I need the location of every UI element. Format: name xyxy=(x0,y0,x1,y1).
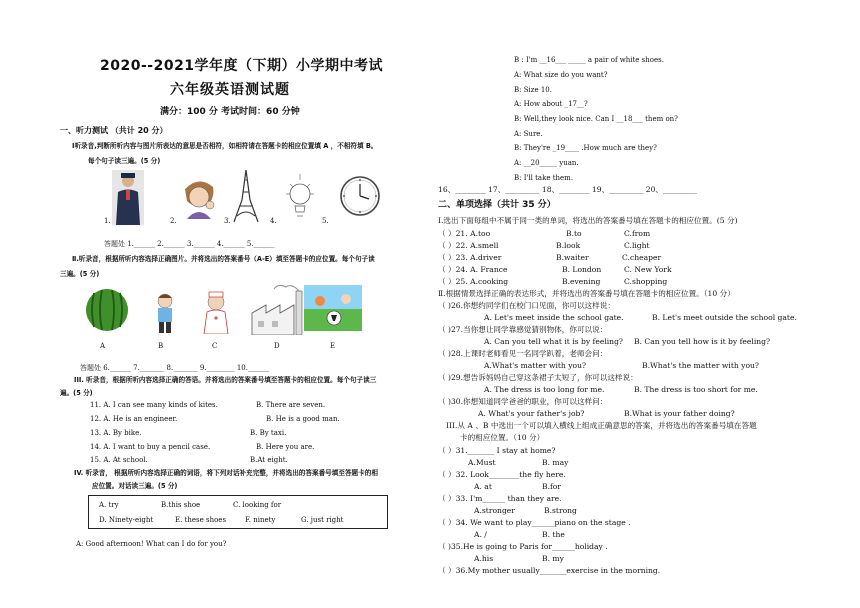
q14-option-a: 14. A. I want to buy a pencil case. xyxy=(90,443,211,451)
q25-option-c: C.shopping xyxy=(624,277,668,286)
q35-option-a: A.his xyxy=(474,554,494,563)
q12-option-a: 12. A. He is an engineer. xyxy=(90,415,178,423)
listening-answer-line: 16、________ 17、_________ 18、________ 19、_________ 20、_________ xyxy=(438,185,698,194)
word-bank-d: D. Ninety-eight xyxy=(99,516,154,524)
dialog-line-size: A: What size do you want? xyxy=(514,71,608,79)
q29-option-b: B. The dress is too short for me. xyxy=(634,385,758,394)
q15-option-a: 15. A. At school. xyxy=(90,456,148,464)
boy-picture xyxy=(152,292,178,334)
word-bank-f: F. ninety xyxy=(245,516,276,524)
q27-prompt: （ )27.当你想让同学靠感觉猜别物体，你可以说： xyxy=(438,325,608,334)
q31-option-b: B. may xyxy=(542,458,569,467)
q33-prompt: （ ）33. I'm______ than they are. xyxy=(438,494,562,503)
q32-prompt: （ ）32. Look________the fly here. xyxy=(438,470,566,479)
q12-option-b: B. He is a good man. xyxy=(266,415,340,423)
q25-option-a: （ ）25. A.cooking xyxy=(438,277,509,286)
dialog-line-take: B: I'll take them. xyxy=(514,174,574,182)
part1-sec4-instruction: IV. 听录音， 根据所听内容选择正确的词语，将下列对话补充完整，并将选出的答案番号填至答题卡的相 xyxy=(74,469,378,477)
word-bank-b: B.this shoe xyxy=(161,501,201,509)
q33-option-b: B.strong xyxy=(544,506,577,515)
dialog-line-18: B: Well,they look nice. Can I __18___ them on? xyxy=(514,115,678,123)
q29-prompt: （ )29.想告诉妈妈自己穿这条裙子太短了，你可以这样说： xyxy=(438,373,638,382)
part1-sec3-instruction-2: 遍。(5 分) xyxy=(60,389,93,397)
boy-smelling-picture xyxy=(177,175,221,219)
part1-sec2-answer-line: 答题处 6.______ 7._______ 8._______ 9.________ 10.______ xyxy=(80,364,269,372)
right-column xyxy=(438,0,838,608)
q23-option-a: （ ）23. A.driver xyxy=(438,253,502,262)
pic-num-5: 5. xyxy=(322,217,329,225)
part2-sec3-instruction-2: 卡的相应位置。（10 分） xyxy=(460,433,545,442)
q22-option-c: C.light xyxy=(624,241,650,250)
word-bank-a: A. try xyxy=(99,501,119,509)
part1-sec2-instruction-2: 三遍。(5 分) xyxy=(60,270,100,278)
q26-prompt: （ )26.你想约同学们在校门口见面，你可以这样说： xyxy=(438,301,615,310)
q31-option-a: A.Must xyxy=(468,458,496,467)
q27-option-a: A. Can you tell what it is by feeling? xyxy=(484,337,623,346)
q14-option-b: B. Here you are. xyxy=(256,443,315,451)
part2-sec3-instruction: III.从 A 、B 中选出一个可以填入横线上组成正确意思的答案，并将选出的答案番号填在答题 xyxy=(446,421,757,430)
q21-option-c: C.from xyxy=(624,229,651,238)
part1-sec3-instruction: III. 听录音，根据所听内容选择正确的答语。并将选出的答案番号填至答题卡的相应位置。每个句子读三 xyxy=(74,376,377,384)
part1-sec1-answer-line: 答题处 1.______ 2.______ 3.______ 4.______ 5.______ xyxy=(104,240,275,248)
clock-picture xyxy=(336,172,384,220)
exam-subtitle: 六年级英语测试题 xyxy=(170,82,290,98)
q28-option-a: A.What's matter with you? xyxy=(484,361,587,370)
soccer-field-picture xyxy=(304,285,362,331)
q30-option-a: A. What's your father's job? xyxy=(478,409,585,418)
left-column xyxy=(60,0,430,608)
q27-option-b: B. Can you tell how is it by feeling? xyxy=(634,337,771,346)
sun-lightbulb-picture xyxy=(282,172,318,222)
pic-num-4: 4. xyxy=(270,217,277,225)
q34-option-a: A. / xyxy=(474,530,487,539)
word-bank-g: G. just right xyxy=(301,516,344,524)
factory-picture xyxy=(248,283,306,335)
q26-option-a: A. Let's meet inside the school gate. xyxy=(484,313,624,322)
part1-sec1-instruction: Ⅰ听录音,判断所听内容与图片所表达的意思是否相符，如相符请在答题卡的相应位置填 A ，不相符填 B。 xyxy=(72,142,378,150)
pic-num-1: 1. xyxy=(104,217,111,225)
q30-prompt: （ )30.你想知道同学爸爸的职业，你可以这样问： xyxy=(438,397,608,406)
exam-title: 2020--2021学年度（下期）小学期中考试 xyxy=(100,58,384,74)
q23-option-b: B.waiter xyxy=(556,253,589,262)
pic-num-2: 2. xyxy=(170,217,177,225)
dialog-line-16: B : I'm __16___ _____ a pair of white shoes. xyxy=(514,56,664,64)
dialog-line-sure: A: Sure. xyxy=(514,130,543,138)
pic-letter-d: D xyxy=(274,342,280,350)
eiffel-tower-picture xyxy=(232,170,260,222)
exam-meta: 满分：100 分 考试时间：60 分钟 xyxy=(160,107,300,117)
part1-sec4-instruction-2: 应位置。对话读三遍。(5 分) xyxy=(92,482,178,490)
q35-option-b: B. my xyxy=(542,554,564,563)
q22-option-a: （ ）22. A.smell xyxy=(438,241,499,250)
word-bank-c: C. looking for xyxy=(233,501,282,509)
dialog-line-size10: B: Size 10. xyxy=(514,86,552,94)
part1-title: 一、听力测试 （共计 20 分） xyxy=(60,126,168,135)
q36-prompt: （ ）36.My mother usually_______exercise in the morning. xyxy=(438,566,661,575)
q25-option-b: B.evening xyxy=(562,277,601,286)
q23-option-c: C.cheaper xyxy=(622,253,662,262)
q24-option-a: （ ）24. A. France xyxy=(438,265,508,274)
dialog-line-17: A: How about _17__? xyxy=(514,100,588,108)
word-bank-e: E. these shoes xyxy=(175,516,227,524)
pic-num-3: 3. xyxy=(224,217,231,225)
part1-sec2-instruction: Ⅱ.听录音，根据所听内容选择正确图片。并将选出的答案番号（A-E）填至答题卡的应位置。每个句子读 xyxy=(72,255,375,263)
q32-option-a: A. at xyxy=(474,482,492,491)
q26-option-b: B. Let's meet outside the school gate. xyxy=(652,313,797,322)
pic-letter-a: A xyxy=(100,342,106,350)
q11-option-b: B. There are seven. xyxy=(256,401,326,409)
pic-letter-b: B xyxy=(158,342,164,350)
nurse-picture xyxy=(198,290,234,334)
q35-prompt: （ )35.He is going to Paris for______holiday . xyxy=(438,542,608,551)
q28-prompt: （ )28.上课时老师看见一名同学趴着，老师会问： xyxy=(438,349,608,358)
q21-option-a: （ ）21. A.too xyxy=(438,229,491,238)
q29-option-a: A. The dress is too long for me. xyxy=(484,385,605,394)
part2-sec1-instruction: Ⅰ.选出下面每组中不属于同一类的单词，将选出的答案番号填在答题卡的相应位置。(5 分) xyxy=(438,216,738,225)
q34-prompt: （ ）34. We want to play______piano on the stage . xyxy=(438,518,631,527)
part2-title: 二、单项选择（共计 35 分） xyxy=(438,200,556,210)
q21-option-b: B.to xyxy=(566,229,582,238)
part2-sec2-instruction: Ⅱ.根据情景选择正确的表达形式，并将选出的答案番号填在答题卡的相应位置。（10 分） xyxy=(438,289,735,298)
pic-letter-e: E xyxy=(330,342,336,350)
q33-option-a: A.stronger xyxy=(474,506,515,515)
q24-option-c: C. New York xyxy=(624,265,672,274)
pic-letter-c: C xyxy=(212,342,218,350)
q13-option-b: B. By taxi. xyxy=(250,429,287,437)
q34-option-b: B. the xyxy=(542,530,565,539)
word-bank-box xyxy=(88,495,388,529)
watermelon-picture xyxy=(84,287,130,333)
q32-option-b: B.for xyxy=(542,482,562,491)
q13-option-a: 13. A. By bike. xyxy=(90,429,142,437)
q31-prompt: （ ）31._______ I stay at home? xyxy=(438,446,556,455)
q28-option-b: B.What's the matter with you? xyxy=(642,361,759,370)
q11-option-a: 11. A. I can see many kinds of kites. xyxy=(90,401,218,409)
q15-option-b: B.At eight. xyxy=(250,456,288,464)
police-officer-picture xyxy=(112,170,144,225)
q22-option-b: B.look xyxy=(556,241,581,250)
dialog-line-a1: A: Good afternoon! What can I do for you? xyxy=(76,540,227,548)
part1-sec1-instruction-2: 每个句子读三遍。(5 分) xyxy=(88,157,161,165)
q24-option-b: B. London xyxy=(562,265,602,274)
q30-option-b: B.What is your father doing? xyxy=(624,409,735,418)
dialog-line-19: B: They're _19____ .How much are they? xyxy=(514,144,657,152)
dialog-line-20: A: __20_____ yuan. xyxy=(514,159,579,167)
